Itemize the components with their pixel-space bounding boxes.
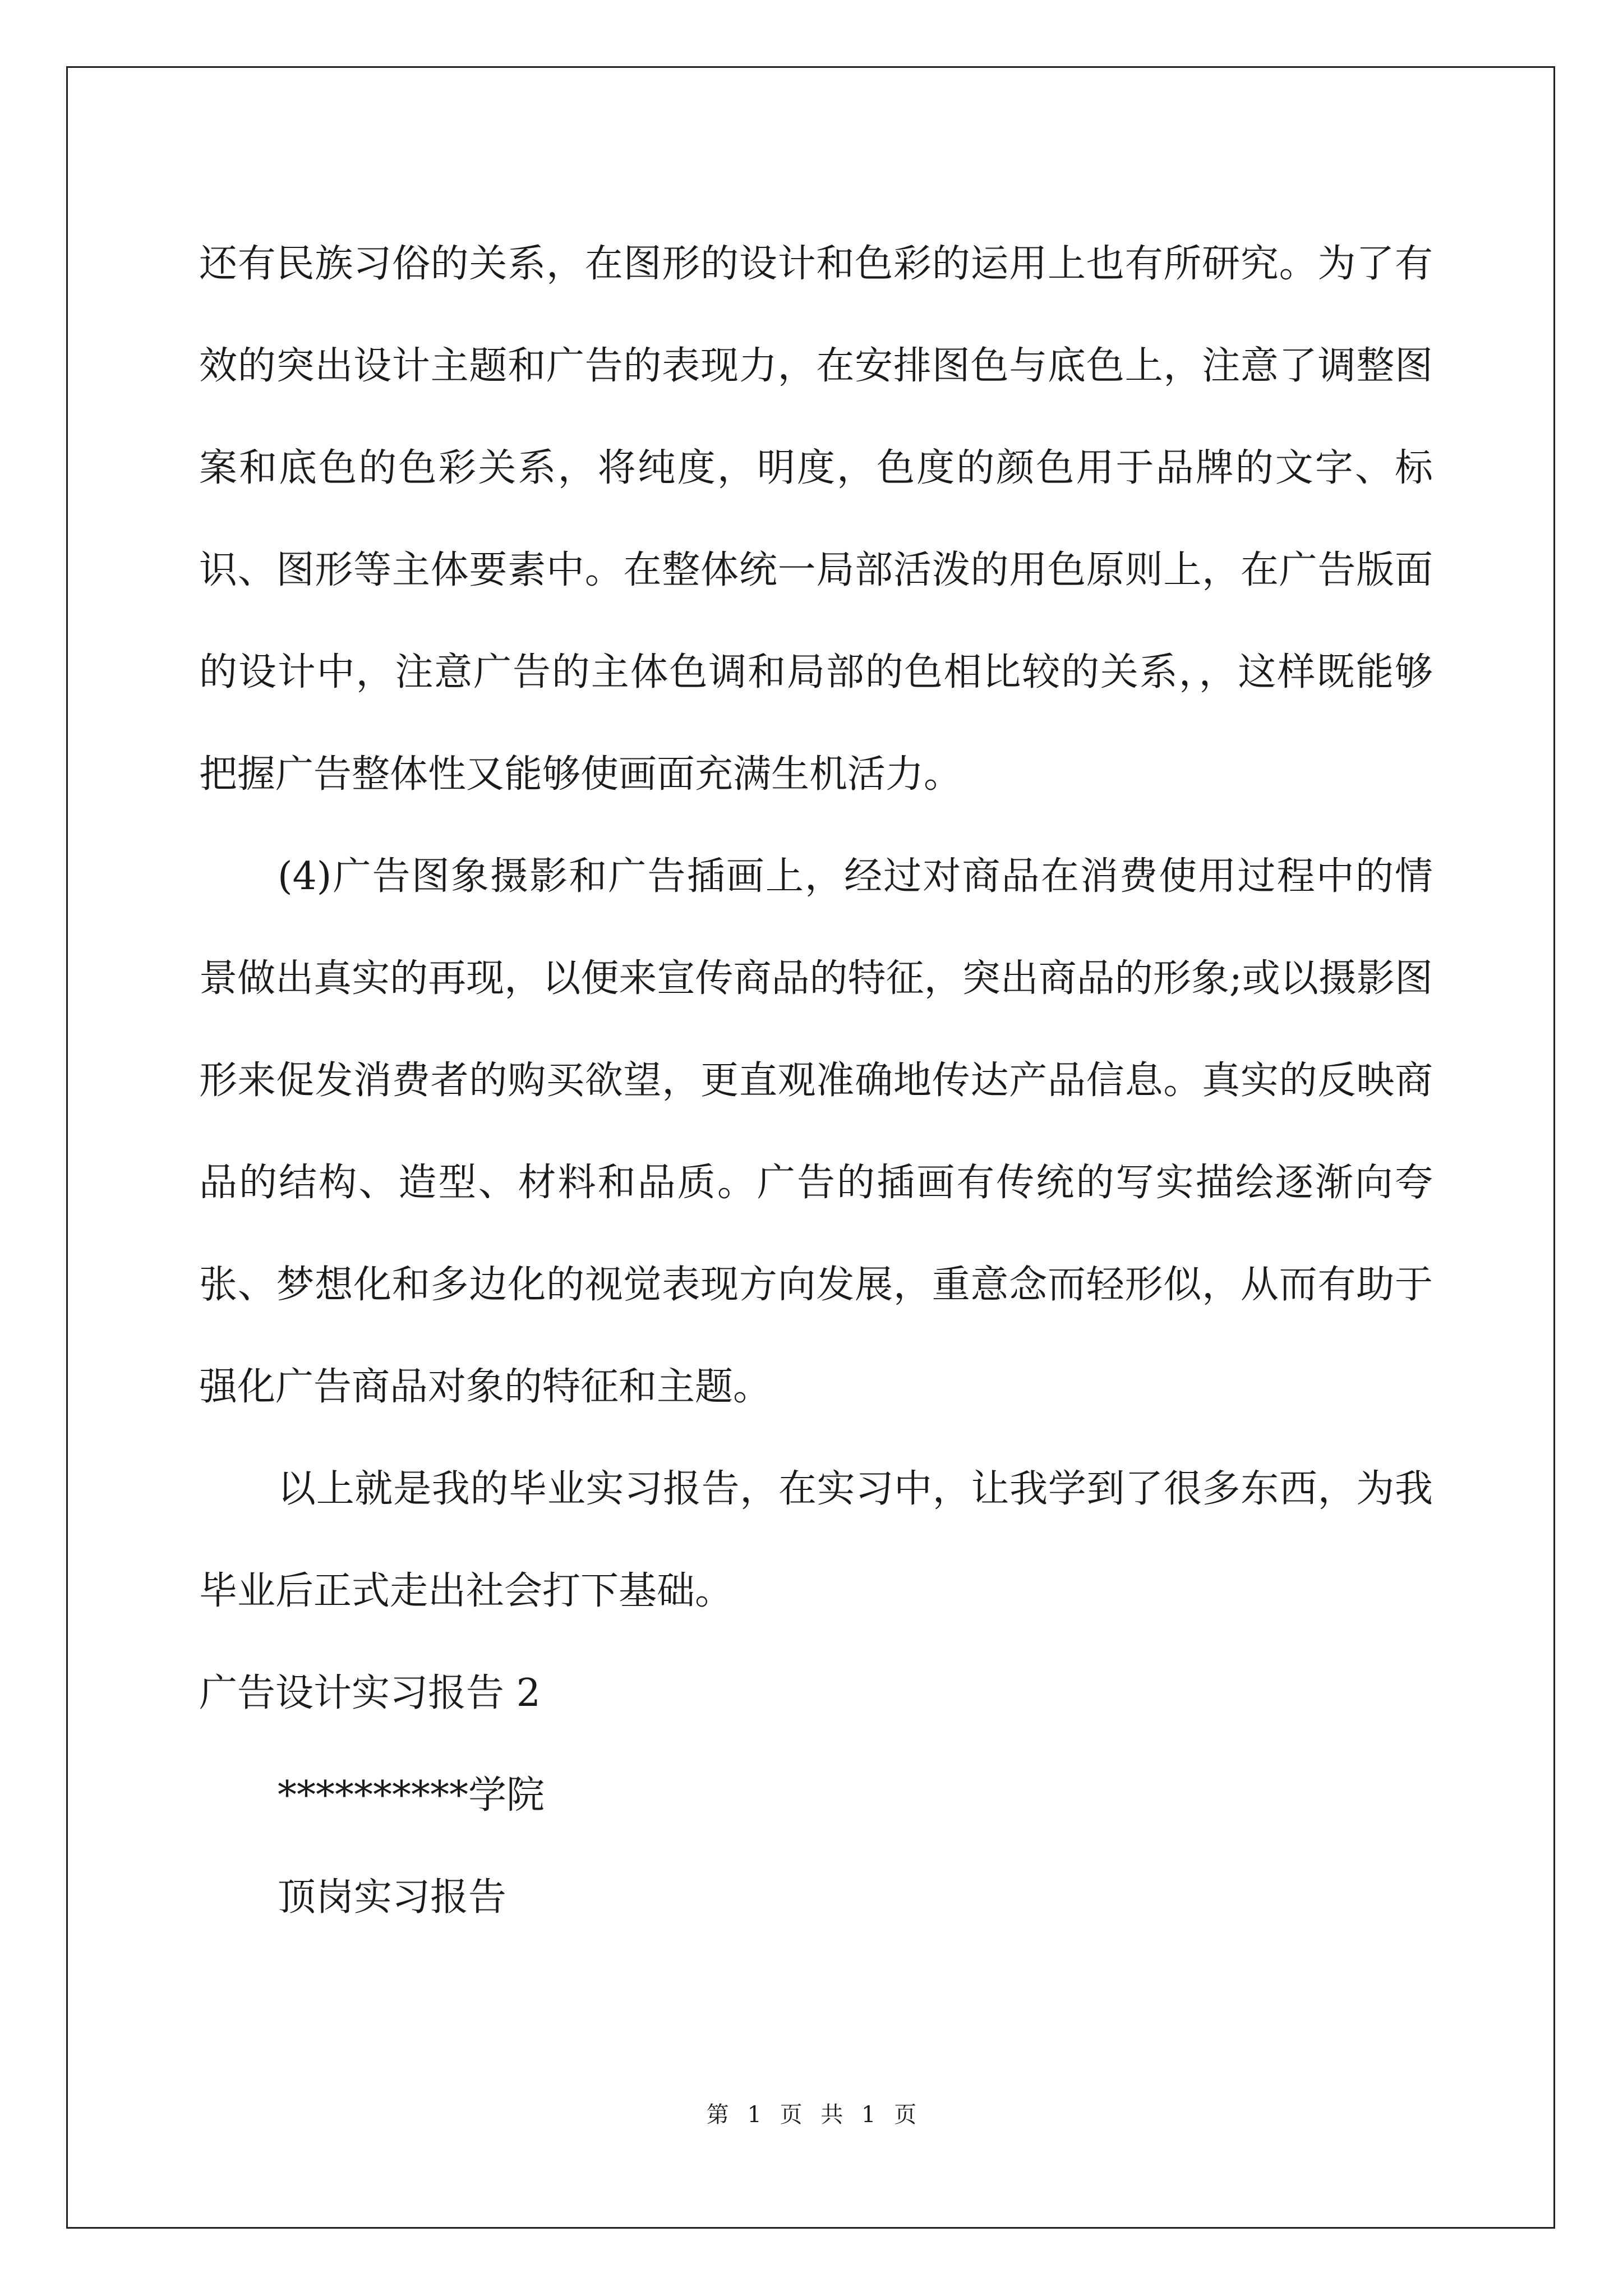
paragraph-3: 以上就是我的毕业实习报告，在实习中，让我学到了很多东西，为我毕业后正式走出社会打下基础。 bbox=[199, 1467, 1433, 1613]
report-title: 顶岗实习报告 bbox=[278, 1875, 507, 1920]
document-body bbox=[199, 213, 1433, 1949]
section-heading: 广告设计实习报告 2 bbox=[199, 1671, 541, 1715]
paragraph-1: 还有民族习俗的关系，在图形的设计和色彩的运用上也有所研究。为了有效的突出设计主题和广告的表现力，在安排图色与底色上，注意了调整图案和底色的色彩关系，将纯度，明度，色度的颜色用于品牌的文字、标识、图形等主体要素中。在整体统一局部活泼的用色原则上，在广告版面的设计中，注意广告的主体色调和局部的色相比较的关系，，这样既能够把握广告整体性又能够使画面充满生机活力。 bbox=[199, 242, 1433, 797]
paragraph-2: (4)广告图象摄影和广告插画上，经过对商品在消费使用过程中的情景做出真实的再现，以便来宣传商品的特征，突出商品的形象;或以摄影图形来促发消费者的购买欲望，更直观准确地传达产品信息。真实的反映商品的结构、造型、材料和品质。广告的插画有传统的写实描绘逐渐向夸张、梦想化和多边化的视觉表现方向发展，重意念而轻形似，从而有助于强化广告商品对象的特征和主题。 bbox=[199, 854, 1433, 1409]
page-footer: 第 1 页 共 1 页 bbox=[706, 2102, 917, 2128]
college-line: **********学院 bbox=[278, 1773, 545, 1818]
